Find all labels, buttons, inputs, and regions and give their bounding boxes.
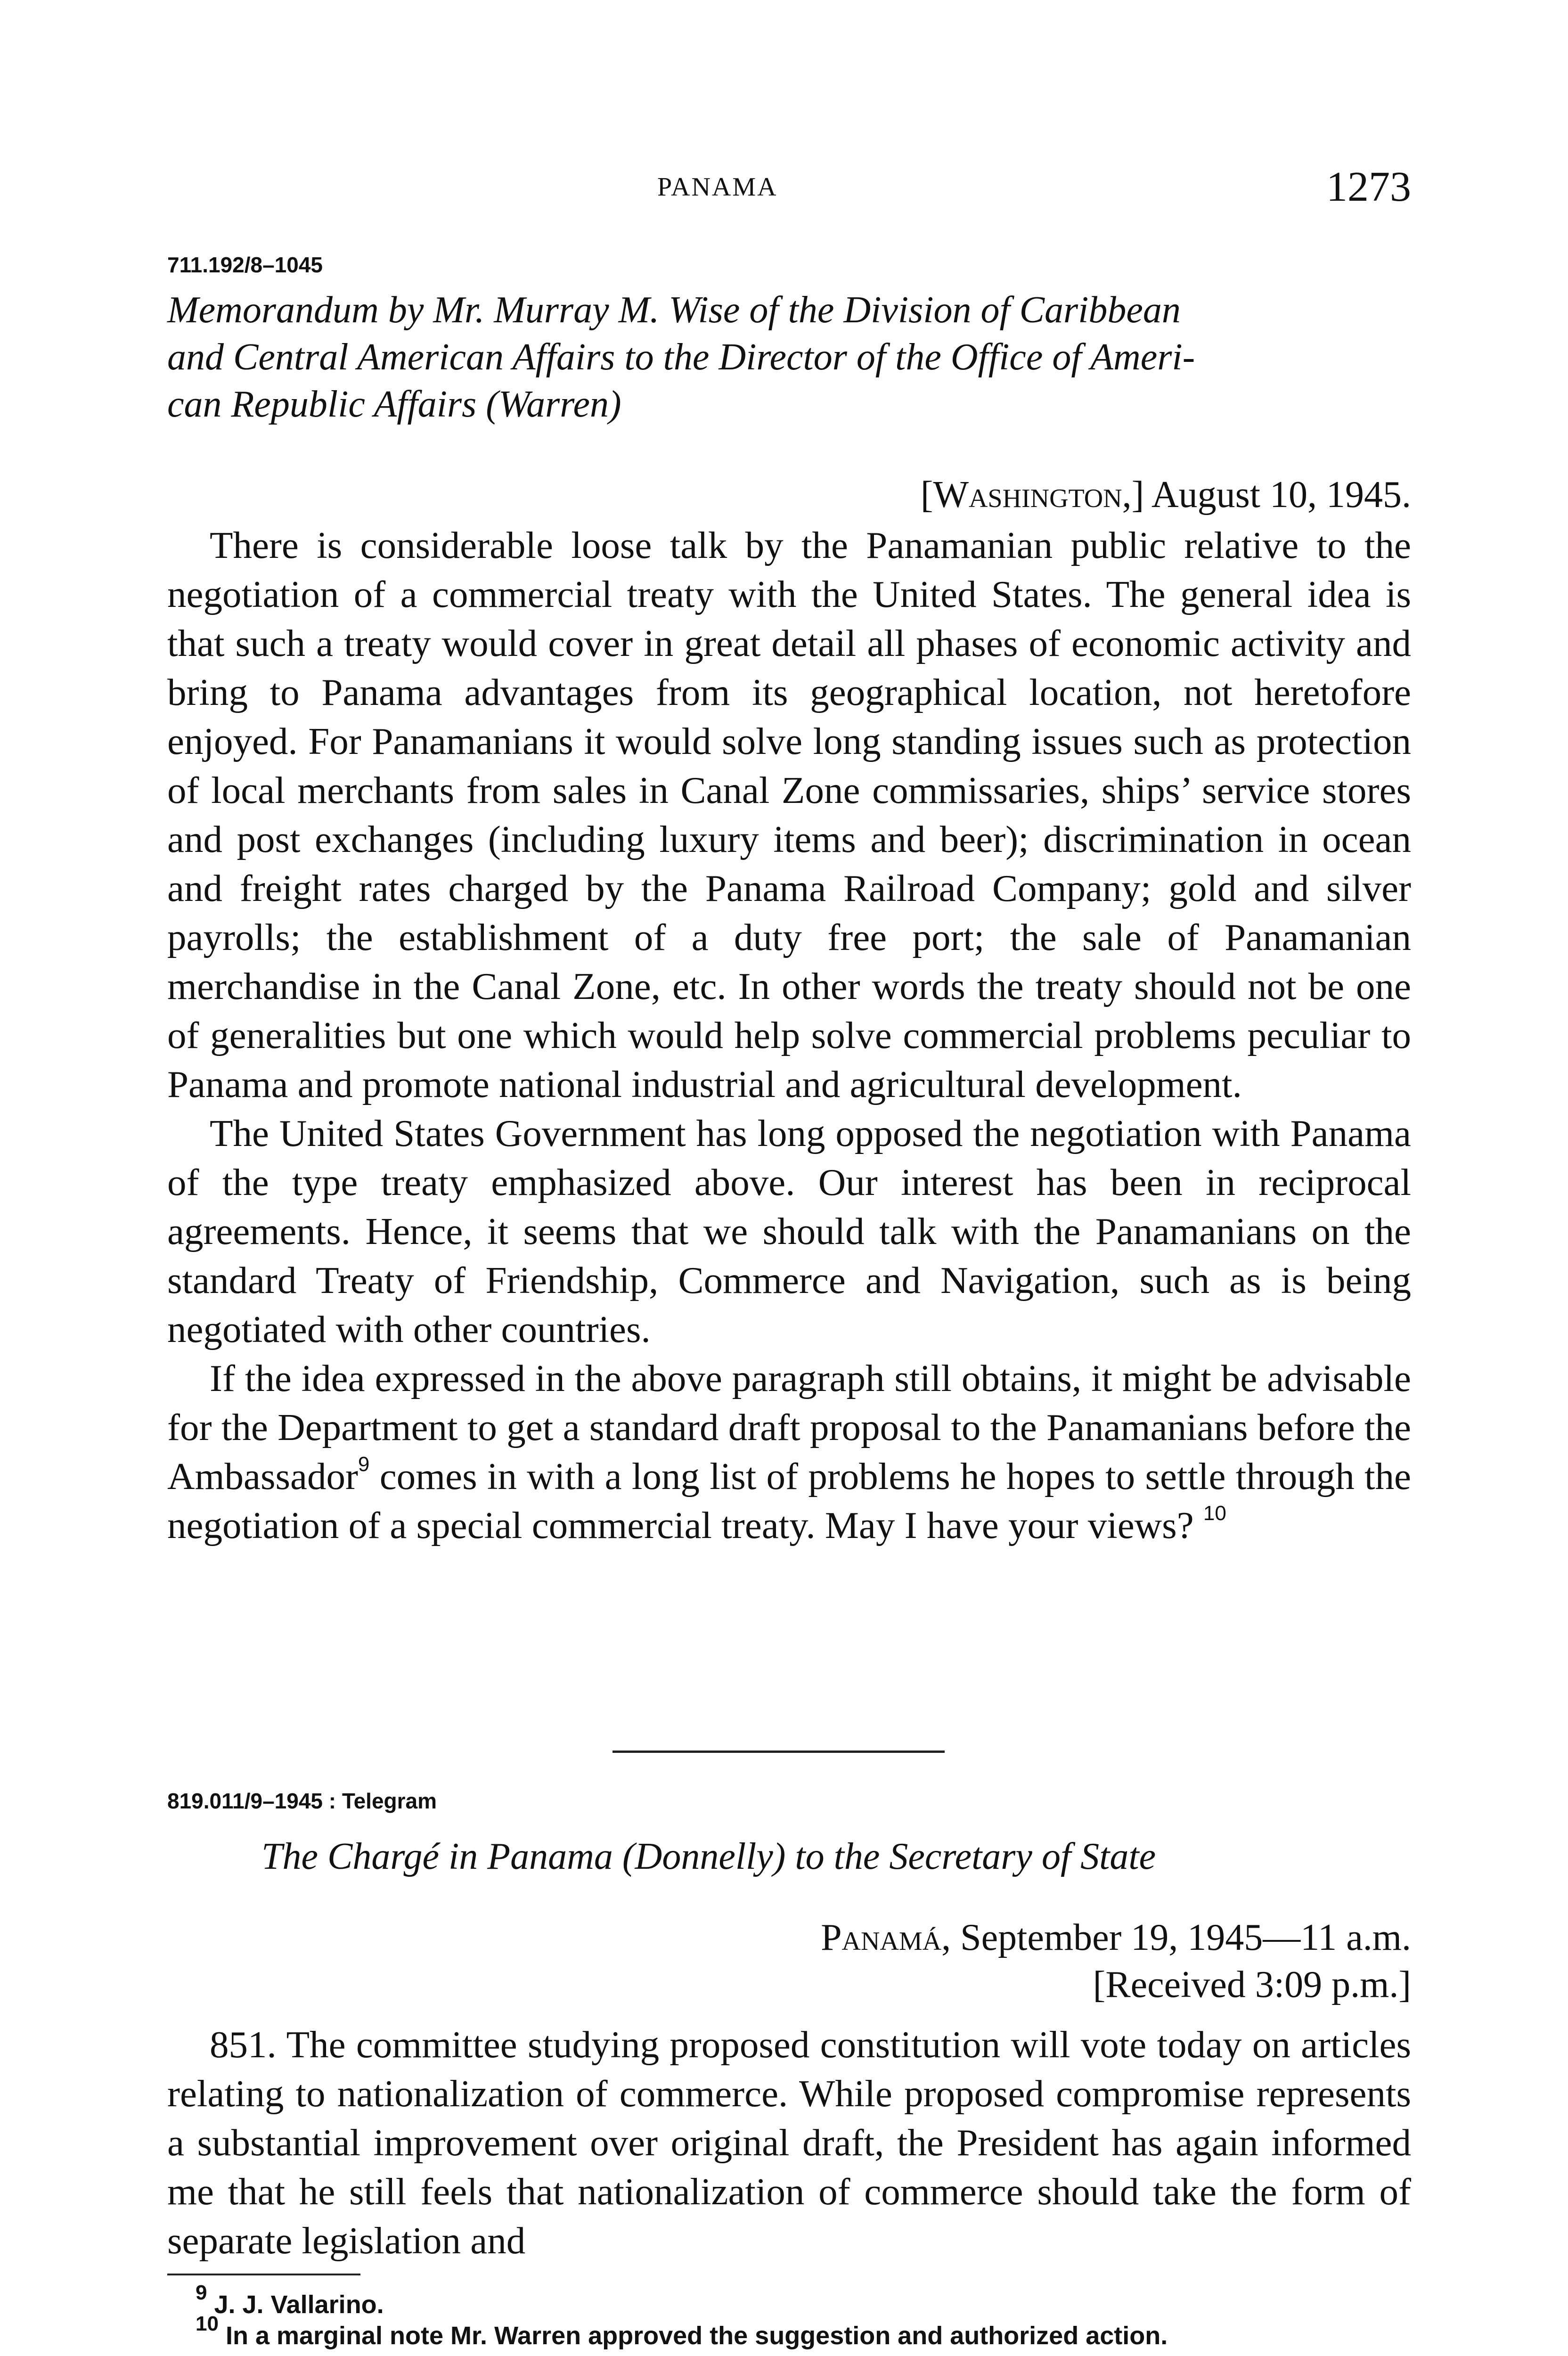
doc1-paragraph-1: There is considerable loose talk by the Panamanian public relative to the negotiation of a commercial treaty with the United States. The general idea is that such a treaty would cover in great detail all phases of economic activity and bring to Panama advantages from its geographical location, not heretofore enjoyed. For Panamanians it would solve long standing issues such as protection of local merchants from sales in Canal Zone commissaries, ships’ service stores and post exchanges (including luxury items and beer); discrimination in ocean and freight rates charged by the Panama Railroad Company; gold and silver payrolls; the establishment of a duty free port; the sale of Panamanian merchandise in the Canal Zone, etc. In other words the treaty should not be one of generalities but one which would help solve commercial problems peculiar to Panama and promote national industrial and agricultural development.	[167, 524, 1411, 1105]
doc2-title: The Chargé in Panama (Donnelly) to the Secretary of State	[261, 1836, 1156, 1877]
page-number: 1273	[1326, 164, 1411, 210]
doc2-body	[167, 2020, 1411, 2265]
doc1-body	[167, 521, 1411, 1550]
doc2-paragraph-1: 851. The committee studying proposed constitution will vote today on articles relating to nationalization of commerce. While proposed compromise represents a substantial improvement over original draft, the President has again informed me that he still feels that nationalization of commerce should take the form of separate legislation and	[167, 2023, 1411, 2262]
footnote-9-text: J. J. Vallarino.	[207, 2291, 384, 2319]
footnote-10-text: In a marginal note Mr. Warren approved the suggestion and authorized action.	[218, 2322, 1168, 2350]
doc2-dateline-place: Panamá,	[821, 1917, 951, 1958]
doc1-title	[167, 286, 1411, 428]
doc1-paragraph-3-text-a: If the idea expressed in the above paragraph still obtains, it might be advisable for the Department to get a standard draft proposal to the Panamanians before the Ambassador	[167, 1357, 1411, 1497]
doc2-dateline-date: September 19, 1945—11 a.m.	[960, 1917, 1411, 1958]
doc1-dateline-place: [Washington,]	[920, 474, 1144, 515]
footnote-ref-9: 9	[358, 1453, 370, 1476]
doc2-dateline	[821, 1914, 1411, 2008]
doc1-title-line-3: can Republic Affairs (Warren)	[167, 384, 621, 425]
running-head	[167, 163, 1411, 214]
doc1-paragraph-2: The United States Government has long opposed the negotiation with Panama of the type treaty emphasized above. Our interest has been in reciprocal agreements. Hence, it seems that we should talk with the Panamanians on the standard Treaty of Friendship, Commerce and Navigation, such as is being negotiated with other countries.	[167, 1112, 1411, 1350]
doc1-dateline	[921, 471, 1411, 518]
doc1-paragraph-3	[167, 1354, 1411, 1550]
footnote-10-mark: 10	[196, 2312, 219, 2335]
doc1-paragraph-3-text-b: comes in with a long list of problems he hopes to settle through the negotiation of a special commercial treaty. May I have your views?	[167, 1455, 1411, 1546]
running-title: PANAMA	[657, 172, 778, 202]
doc1-dateline-date: August 10, 1945.	[1151, 474, 1411, 515]
footnote-divider	[167, 2274, 360, 2275]
footnote-10	[167, 2312, 1411, 2351]
doc2-dateline-line	[821, 1914, 1411, 1961]
doc1-file-code: 711.192/8–1045	[167, 253, 323, 277]
footnote-9-mark: 9	[196, 2281, 207, 2304]
doc2-received: [Received 3:09 p.m.]	[1093, 1964, 1411, 2005]
footnote-ref-10: 10	[1203, 1502, 1226, 1525]
document-page	[167, 0, 1411, 2356]
section-divider	[612, 1751, 945, 1753]
footnote-9	[167, 2281, 1411, 2320]
footnotes	[167, 2281, 1411, 2351]
doc1-title-line-2: and Central American Affairs to the Director of the Office of Ameri-	[167, 336, 1195, 378]
doc1-title-line-1: Memorandum by Mr. Murray M. Wise of the Division of Caribbean	[167, 289, 1181, 331]
doc2-file-code: 819.011/9–1945 : Telegram	[167, 1789, 437, 1813]
